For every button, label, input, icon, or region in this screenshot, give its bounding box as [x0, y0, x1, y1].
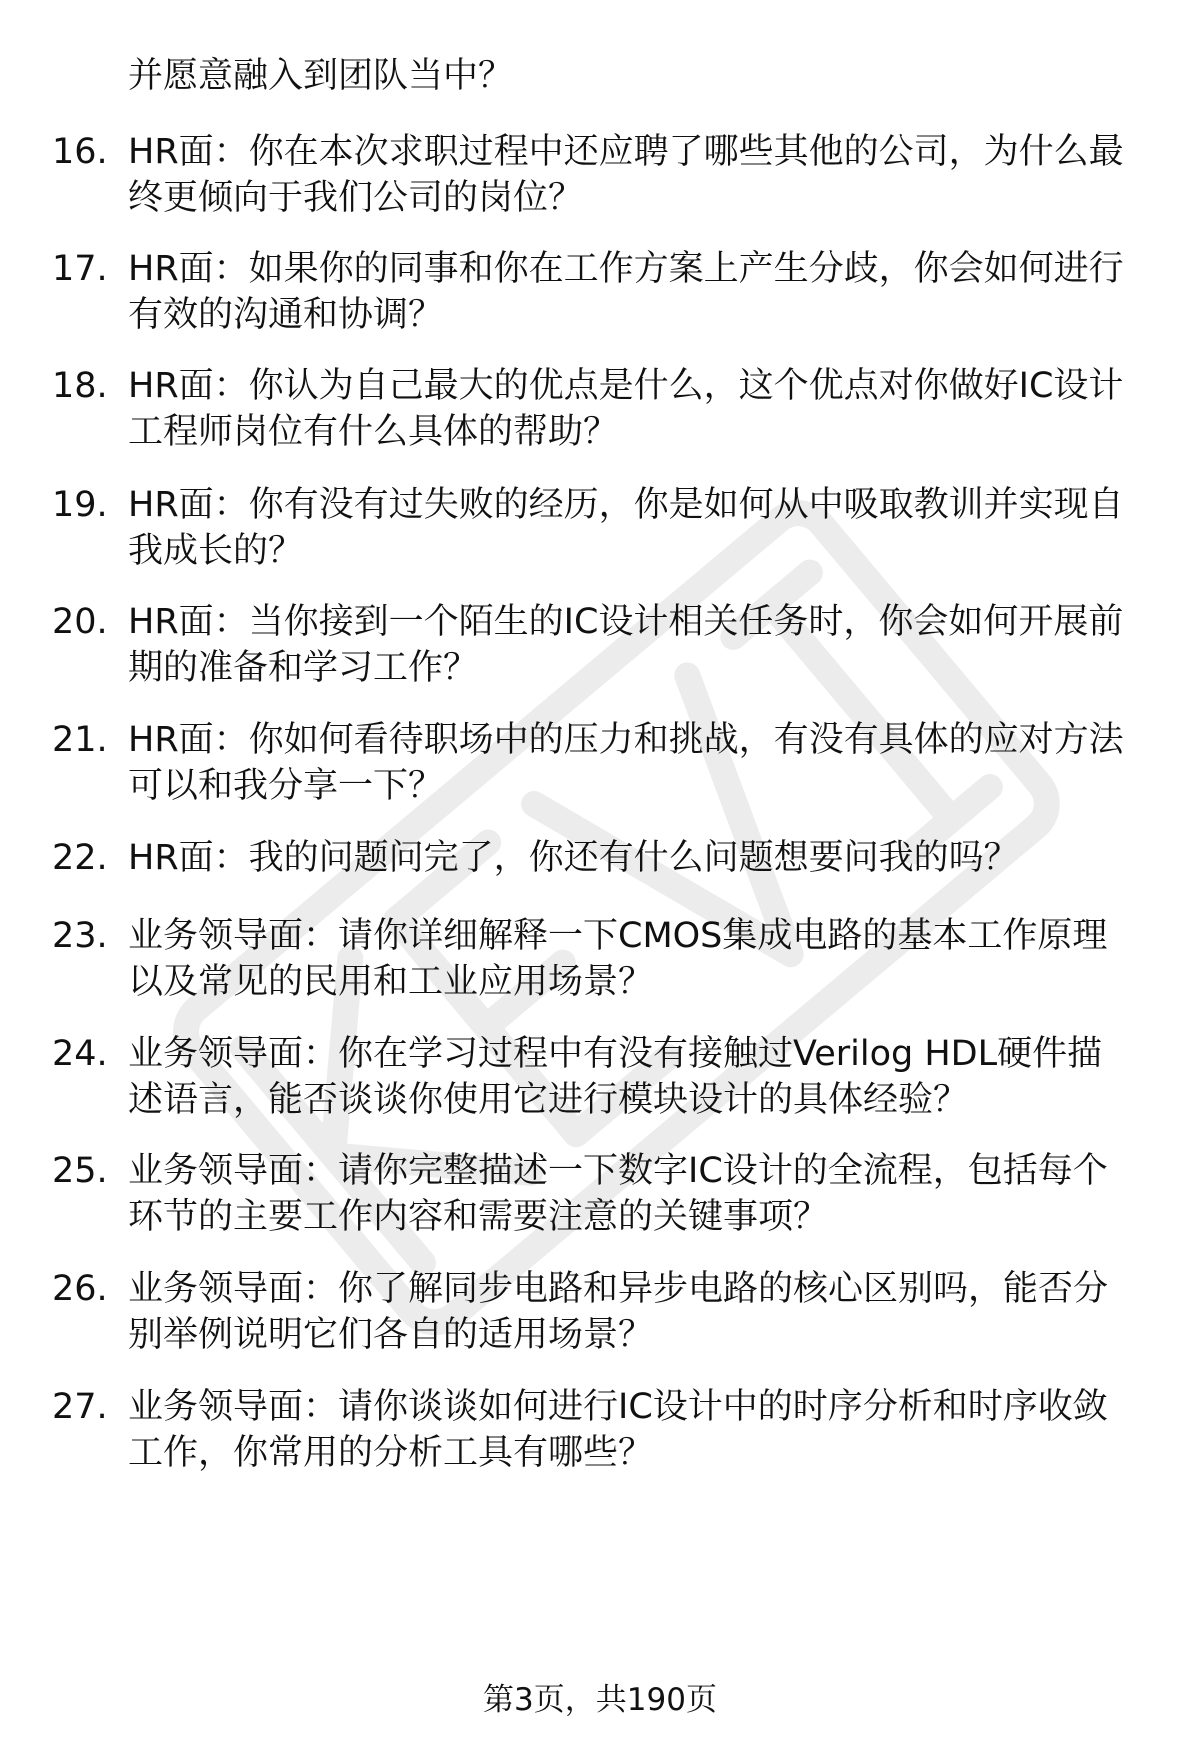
item-text-line: 业务领导面：请你详细解释一下CMOS集成电路的基本工作原理 [128, 916, 1108, 956]
page-footer: 第3页，共190页 [483, 1682, 717, 1718]
item-number: 22. [52, 838, 108, 878]
item-text-line: 工作，你常用的分析工具有哪些？ [128, 1433, 654, 1473]
item-text-line: 工程师岗位有什么具体的帮助？ [128, 412, 619, 452]
item-text-line: HR面：你如何看待职场中的压力和挑战，有没有具体的应对方法 [128, 720, 1124, 760]
item-number: 23. [52, 916, 108, 956]
item-text-line: 业务领导面：你了解同步电路和异步电路的核心区别吗，能否分 [128, 1269, 1109, 1309]
item-text-line: 业务领导面：你在学习过程中有没有接触过Verilog HDL硬件描 [128, 1034, 1103, 1074]
item-number: 18. [52, 366, 108, 406]
item-text-line: HR面：你认为自己最大的优点是什么，这个优点对你做好IC设计 [128, 366, 1124, 406]
item-text-line: 业务领导面：请你完整描述一下数字IC设计的全流程，包括每个 [128, 1151, 1108, 1191]
item-text-line: 述语言，能否谈谈你使用它进行模块设计的具体经验？ [128, 1080, 969, 1120]
item-number: 19. [52, 485, 108, 525]
item-number: 16. [52, 132, 108, 172]
item-text-line: 以及常见的民用和工业应用场景？ [128, 962, 654, 1002]
item-text-line: HR面：如果你的同事和你在工作方案上产生分歧，你会如何进行 [128, 249, 1124, 289]
item-number: 24. [52, 1034, 108, 1074]
item-number: 25. [52, 1151, 108, 1191]
item-text-line: 期的准备和学习工作？ [128, 648, 479, 688]
item-text-line: HR面：当你接到一个陌生的IC设计相关任务时，你会如何开展前 [128, 602, 1124, 642]
item-text-line: HR面：我的问题问完了，你还有什么问题想要问我的吗？ [128, 838, 1019, 878]
item-number: 27. [52, 1387, 108, 1427]
item-text-line: 有效的沟通和协调？ [128, 295, 444, 335]
item-text-line: 业务领导面：请你谈谈如何进行IC设计中的时序分析和时序收敛 [128, 1387, 1108, 1427]
item-number: 26. [52, 1269, 108, 1309]
item-text-line: HR面：你在本次求职过程中还应聘了哪些其他的公司，为什么最 [128, 132, 1124, 172]
continuation-text: 并愿意融入到团队当中？ [128, 56, 514, 96]
item-text-line: HR面：你有没有过失败的经历，你是如何从中吸取教训并实现自 [128, 485, 1124, 525]
item-text-line: 环节的主要工作内容和需要注意的关键事项？ [128, 1197, 829, 1237]
item-number: 17. [52, 249, 108, 289]
item-text-line: 别举例说明它们各自的适用场景？ [128, 1315, 654, 1355]
item-text-line: 我成长的？ [128, 531, 304, 571]
item-number: 21. [52, 720, 108, 760]
item-number: 20. [52, 602, 108, 642]
item-text-line: 可以和我分享一下？ [128, 766, 444, 806]
item-text-line: 终更倾向于我们公司的岗位？ [128, 178, 584, 218]
